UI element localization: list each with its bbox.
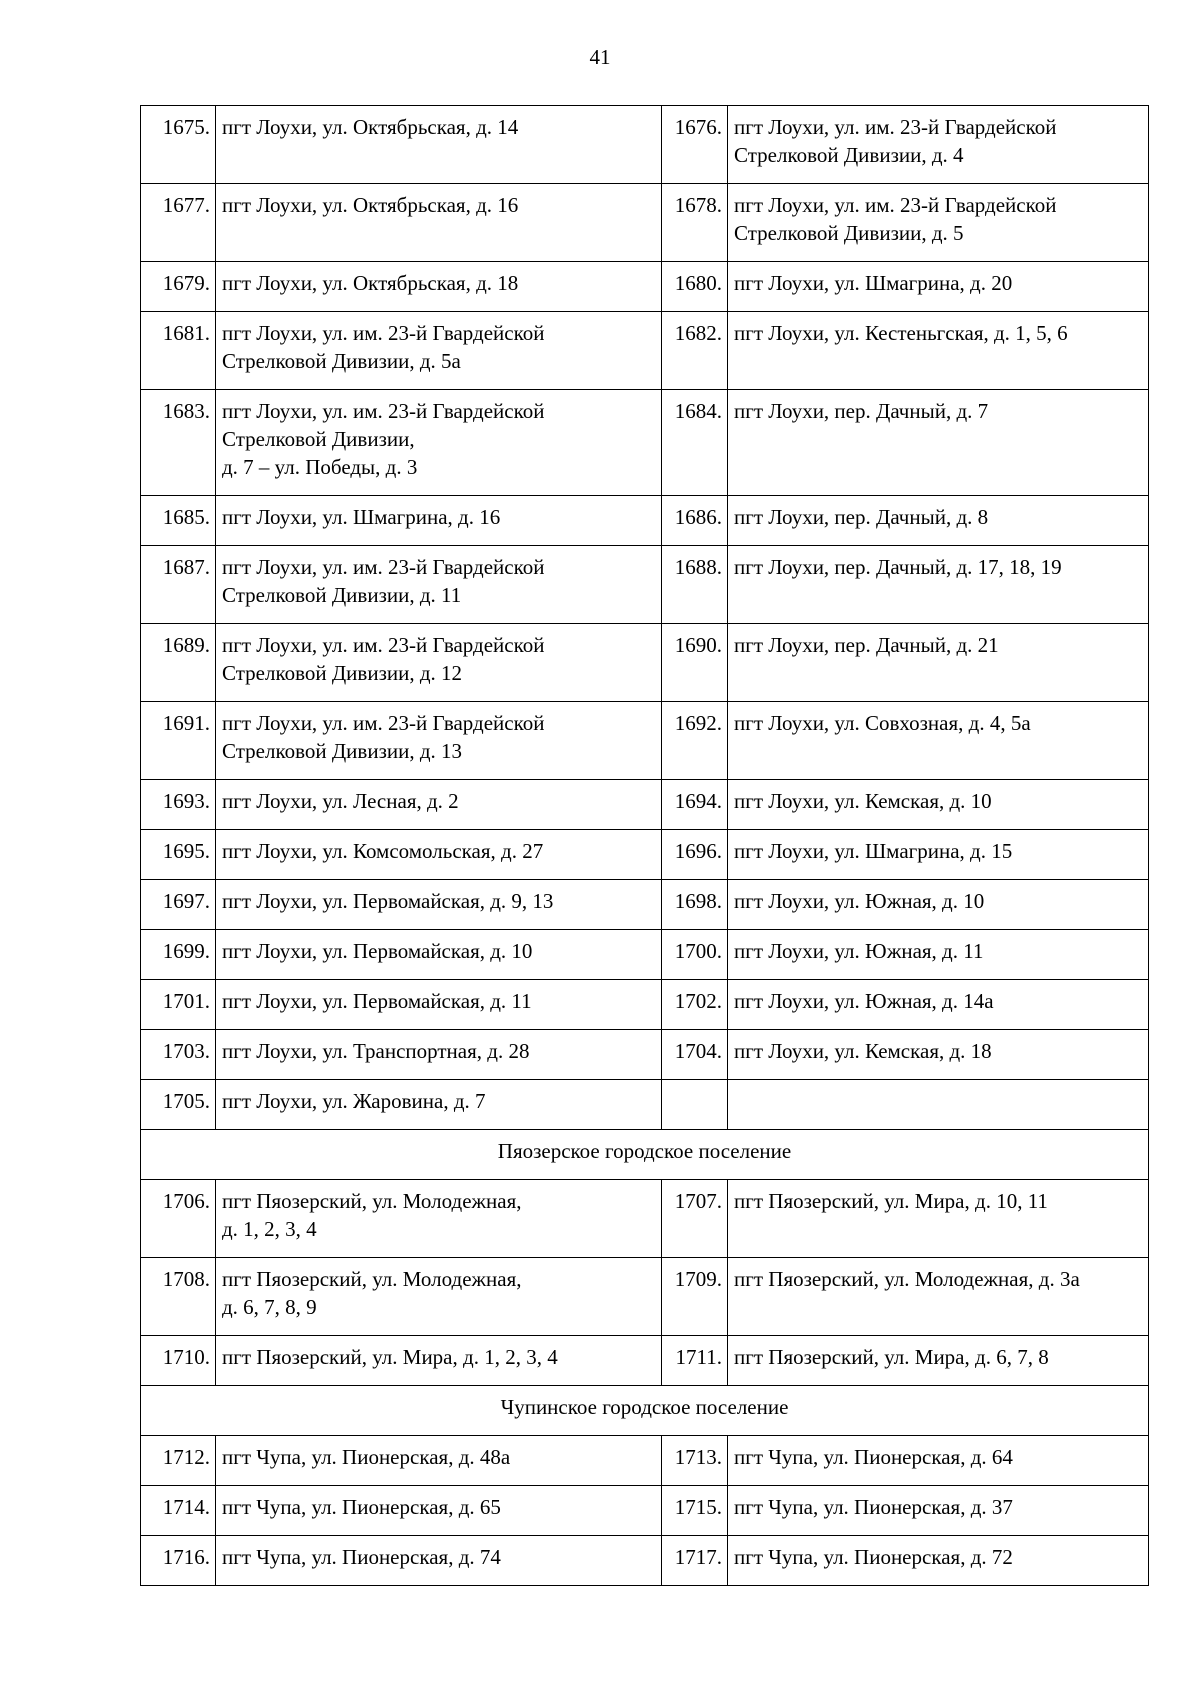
entry-address-right: пгт Лоухи, ул. Кестеньгская, д. 1, 5, 6	[728, 312, 1149, 390]
entry-address-left: пгт Лоухи, ул. им. 23-й Гвардейской Стрелковой Дивизии, д. 13	[216, 702, 662, 780]
entry-address-right: пгт Пяозерский, ул. Мира, д. 6, 7, 8	[728, 1336, 1149, 1386]
entry-address-left: пгт Лоухи, ул. Первомайская, д. 9, 13	[216, 880, 662, 930]
table-row	[141, 496, 1149, 546]
entry-number-left: 1687.	[141, 546, 216, 624]
entry-number-right: 1680.	[662, 262, 728, 312]
entry-number-left: 1689.	[141, 624, 216, 702]
entry-address-left: пгт Лоухи, ул. им. 23-й Гвардейской Стрелковой Дивизии, д. 11	[216, 546, 662, 624]
entry-address-right: пгт Лоухи, ул. им. 23-й Гвардейской Стрелковой Дивизии, д. 4	[728, 106, 1149, 184]
entry-address-left: пгт Пяозерский, ул. Молодежная, д. 1, 2, 3, 4	[216, 1180, 662, 1258]
entry-number-right: 1707.	[662, 1180, 728, 1258]
table-row	[141, 930, 1149, 980]
table-row	[141, 262, 1149, 312]
entry-address-left: пгт Пяозерский, ул. Мира, д. 1, 2, 3, 4	[216, 1336, 662, 1386]
table-row	[141, 1336, 1149, 1386]
entry-address-left: пгт Чупа, ул. Пионерская, д. 65	[216, 1486, 662, 1536]
entry-address-left: пгт Чупа, ул. Пионерская, д. 48а	[216, 1436, 662, 1486]
entry-number-left: 1706.	[141, 1180, 216, 1258]
entry-number-left: 1677.	[141, 184, 216, 262]
entry-number-right: 1682.	[662, 312, 728, 390]
entry-address-right: пгт Лоухи, ул. им. 23-й Гвардейской Стрелковой Дивизии, д. 5	[728, 184, 1149, 262]
page-number: 41	[589, 45, 611, 69]
entry-number-left: 1693.	[141, 780, 216, 830]
entry-address-left: пгт Лоухи, ул. Транспортная, д. 28	[216, 1030, 662, 1080]
entry-number-right: 1678.	[662, 184, 728, 262]
entry-number-right: 1709.	[662, 1258, 728, 1336]
entry-number-left: 1675.	[141, 106, 216, 184]
entry-number-right: 1688.	[662, 546, 728, 624]
entry-address-right: пгт Чупа, ул. Пионерская, д. 64	[728, 1436, 1149, 1486]
entry-number-right: 1694.	[662, 780, 728, 830]
table-row	[141, 830, 1149, 880]
section-header-row	[141, 1130, 1149, 1180]
entry-number-left: 1710.	[141, 1336, 216, 1386]
table-row	[141, 1486, 1149, 1536]
entry-number-left: 1697.	[141, 880, 216, 930]
entry-number-left: 1708.	[141, 1258, 216, 1336]
entry-address-left: пгт Лоухи, ул. Комсомольская, д. 27	[216, 830, 662, 880]
section-title: Пяозерское городское поселение	[141, 1130, 1149, 1180]
table-row	[141, 780, 1149, 830]
entry-address-right: пгт Лоухи, ул. Кемская, д. 10	[728, 780, 1149, 830]
table-row	[141, 184, 1149, 262]
entry-address-left: пгт Лоухи, ул. Первомайская, д. 11	[216, 980, 662, 1030]
address-table	[140, 105, 1149, 1586]
entry-number-right: 1711.	[662, 1336, 728, 1386]
entry-address-right: пгт Лоухи, ул. Шмагрина, д. 20	[728, 262, 1149, 312]
table-row	[141, 880, 1149, 930]
entry-number-left: 1714.	[141, 1486, 216, 1536]
section-title: Чупинское городское поселение	[141, 1386, 1149, 1436]
entry-number-right: 1704.	[662, 1030, 728, 1080]
entry-address-right: пгт Пяозерский, ул. Молодежная, д. 3а	[728, 1258, 1149, 1336]
entry-address-right: пгт Лоухи, ул. Южная, д. 10	[728, 880, 1149, 930]
entry-number-right: 1717.	[662, 1536, 728, 1586]
entry-address-left: пгт Чупа, ул. Пионерская, д. 74	[216, 1536, 662, 1586]
entry-address-right: пгт Лоухи, пер. Дачный, д. 17, 18, 19	[728, 546, 1149, 624]
table-row	[141, 1436, 1149, 1486]
table-row	[141, 1180, 1149, 1258]
entry-number-right: 1684.	[662, 390, 728, 496]
entry-number-left: 1685.	[141, 496, 216, 546]
entry-number-right: 1715.	[662, 1486, 728, 1536]
entry-address-left: пгт Лоухи, ул. Жаровина, д. 7	[216, 1080, 662, 1130]
table-row	[141, 1258, 1149, 1336]
entry-number-right: 1702.	[662, 980, 728, 1030]
entry-address-right: пгт Лоухи, пер. Дачный, д. 7	[728, 390, 1149, 496]
entry-number-left: 1716.	[141, 1536, 216, 1586]
table-row	[141, 546, 1149, 624]
entry-address-left: пгт Лоухи, ул. Октябрьская, д. 16	[216, 184, 662, 262]
table-row	[141, 312, 1149, 390]
entry-number-right: 1698.	[662, 880, 728, 930]
entry-number-right: 1686.	[662, 496, 728, 546]
entry-address-right: пгт Лоухи, ул. Совхозная, д. 4, 5а	[728, 702, 1149, 780]
entry-address-left: пгт Лоухи, ул. Шмагрина, д. 16	[216, 496, 662, 546]
entry-address-right: пгт Лоухи, ул. Шмагрина, д. 15	[728, 830, 1149, 880]
entry-number-left: 1681.	[141, 312, 216, 390]
table-row	[141, 1030, 1149, 1080]
entry-number-left: 1699.	[141, 930, 216, 980]
entry-address-left: пгт Лоухи, ул. Октябрьская, д. 14	[216, 106, 662, 184]
entry-address-right: пгт Лоухи, ул. Кемская, д. 18	[728, 1030, 1149, 1080]
entry-number-left: 1703.	[141, 1030, 216, 1080]
entry-number-left: 1691.	[141, 702, 216, 780]
entry-number-left: 1701.	[141, 980, 216, 1030]
table-row	[141, 1536, 1149, 1586]
entry-address-left: пгт Лоухи, ул. им. 23-й Гвардейской Стрелковой Дивизии, д. 7 – ул. Победы, д. 3	[216, 390, 662, 496]
table-row	[141, 390, 1149, 496]
entry-number-right: 1713.	[662, 1436, 728, 1486]
entry-address-left: пгт Лоухи, ул. им. 23-й Гвардейской Стрелковой Дивизии, д. 12	[216, 624, 662, 702]
entry-number-left: 1683.	[141, 390, 216, 496]
table-row	[141, 702, 1149, 780]
address-table-body	[141, 106, 1149, 1586]
entry-address-right: пгт Лоухи, ул. Южная, д. 14а	[728, 980, 1149, 1030]
entry-number-left: 1705.	[141, 1080, 216, 1130]
entry-address-right: пгт Лоухи, пер. Дачный, д. 8	[728, 496, 1149, 546]
entry-address-left: пгт Лоухи, ул. им. 23-й Гвардейской Стрелковой Дивизии, д. 5а	[216, 312, 662, 390]
entry-number-left: 1712.	[141, 1436, 216, 1486]
entry-address-left: пгт Пяозерский, ул. Молодежная, д. 6, 7, 8, 9	[216, 1258, 662, 1336]
entry-number-right: 1676.	[662, 106, 728, 184]
table-row	[141, 980, 1149, 1030]
entry-number-right	[662, 1080, 728, 1130]
entry-address-right	[728, 1080, 1149, 1130]
entry-number-left: 1679.	[141, 262, 216, 312]
entry-number-right: 1692.	[662, 702, 728, 780]
entry-address-left: пгт Лоухи, ул. Октябрьская, д. 18	[216, 262, 662, 312]
entry-address-right: пгт Чупа, ул. Пионерская, д. 37	[728, 1486, 1149, 1536]
entry-address-left: пгт Лоухи, ул. Лесная, д. 2	[216, 780, 662, 830]
table-row	[141, 624, 1149, 702]
entry-number-left: 1695.	[141, 830, 216, 880]
entry-address-right: пгт Лоухи, пер. Дачный, д. 21	[728, 624, 1149, 702]
entry-address-left: пгт Лоухи, ул. Первомайская, д. 10	[216, 930, 662, 980]
entry-address-right: пгт Лоухи, ул. Южная, д. 11	[728, 930, 1149, 980]
entry-number-right: 1696.	[662, 830, 728, 880]
table-row	[141, 106, 1149, 184]
entry-number-right: 1700.	[662, 930, 728, 980]
section-header-row	[141, 1386, 1149, 1436]
entry-address-right: пгт Чупа, ул. Пионерская, д. 72	[728, 1536, 1149, 1586]
entry-address-right: пгт Пяозерский, ул. Мира, д. 10, 11	[728, 1180, 1149, 1258]
entry-number-right: 1690.	[662, 624, 728, 702]
table-row	[141, 1080, 1149, 1130]
